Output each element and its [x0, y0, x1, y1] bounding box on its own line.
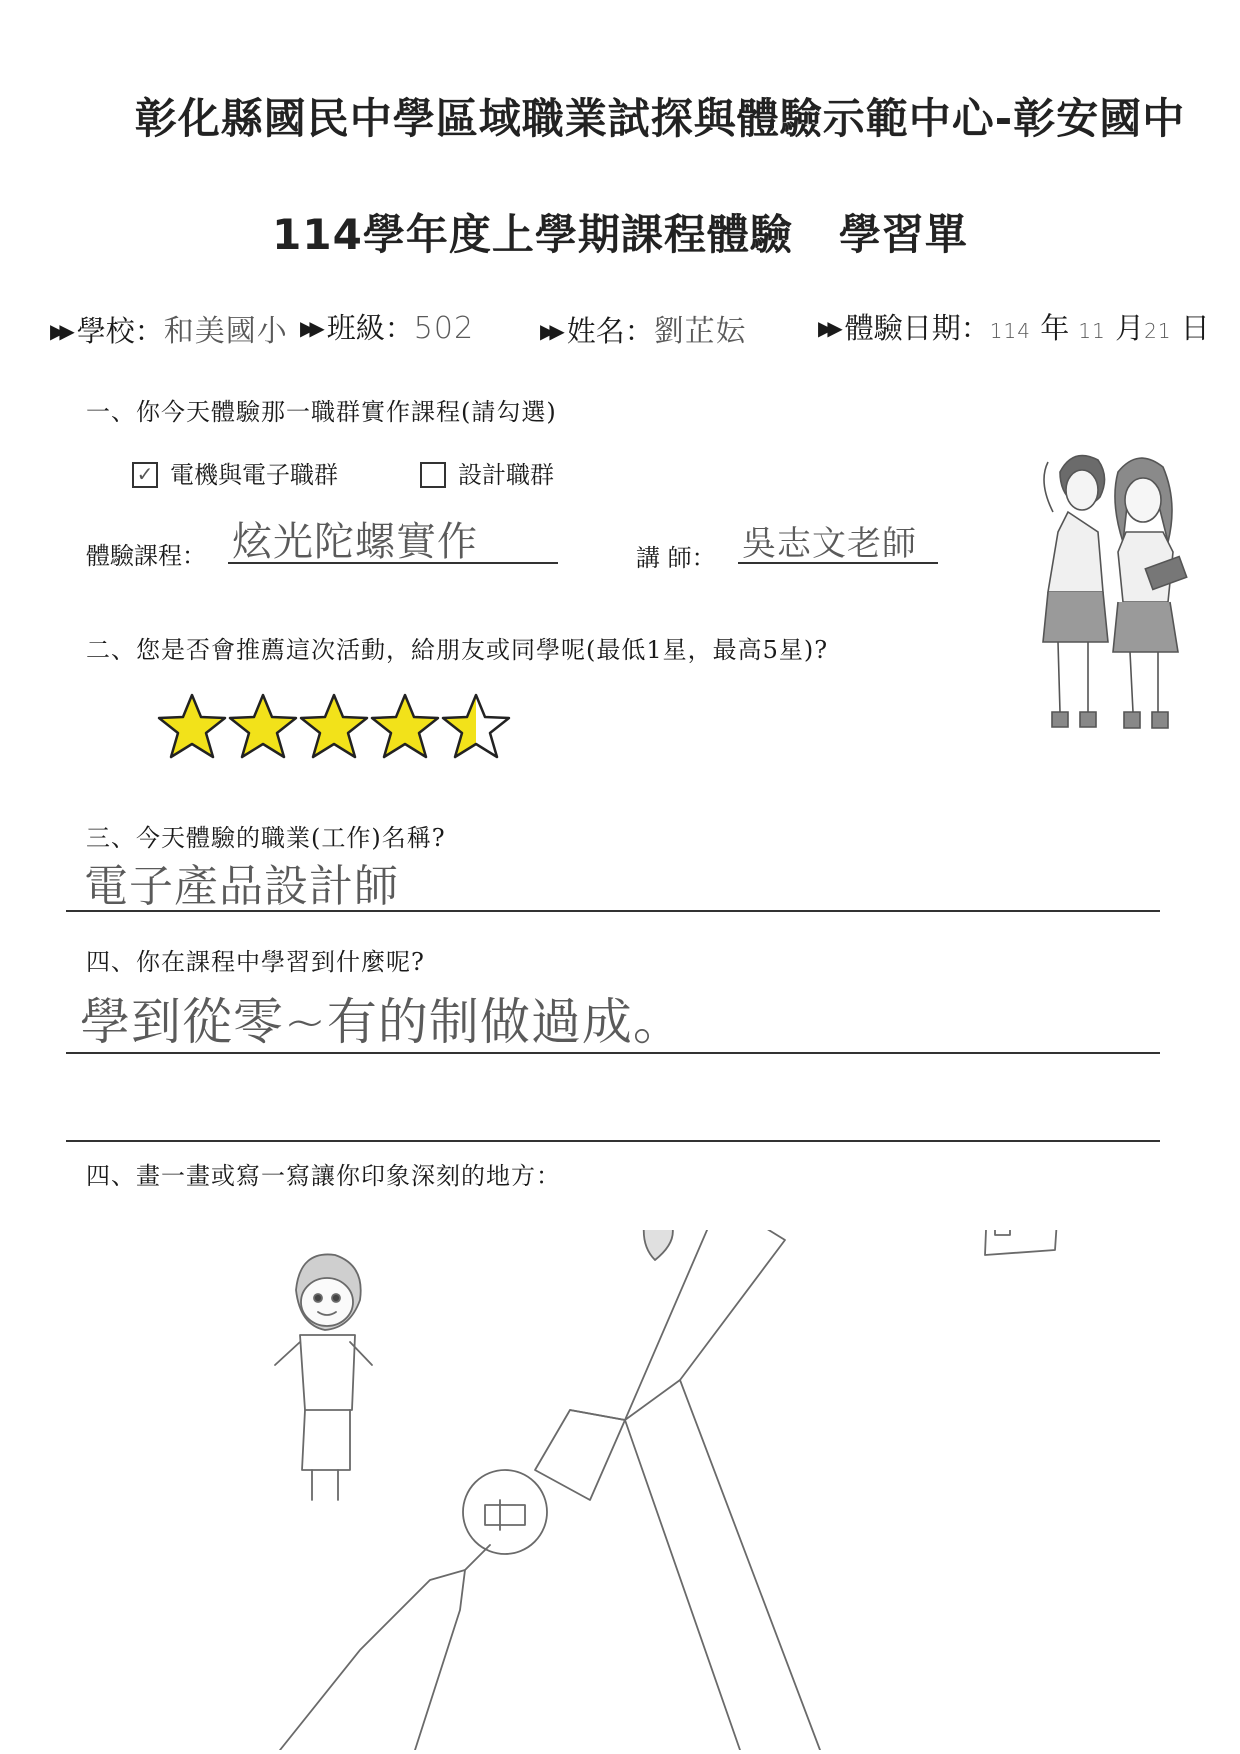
answer-3-line: [66, 910, 1160, 912]
date-year-unit: 年: [1040, 311, 1070, 345]
name-value: 劉芷妘: [653, 314, 747, 349]
student-drawing: [200, 1230, 1200, 1750]
date-day-unit: 日: [1180, 311, 1210, 345]
double-arrow-icon: ▶▶: [50, 319, 69, 343]
checkbox-checked-icon[interactable]: ✓: [132, 462, 158, 488]
rating-star-2[interactable]: [228, 692, 298, 760]
rating-star-1[interactable]: [157, 692, 227, 760]
course-label: 體驗課程：: [86, 542, 206, 570]
option-design-label: 設計職群: [458, 461, 554, 489]
rating-star-5-half[interactable]: [441, 692, 511, 760]
option-electrical[interactable]: [132, 455, 338, 490]
checkbox-empty-icon[interactable]: [420, 462, 446, 488]
teacher-label: 講 師：: [636, 544, 716, 572]
school-field: [50, 306, 288, 350]
name-field: [540, 306, 747, 350]
option-design[interactable]: [420, 455, 554, 490]
question-5: 四、畫一畫或寫一寫讓你印象深刻的地方：: [86, 1162, 561, 1190]
question-4: 四、你在課程中學習到什麼呢?: [86, 948, 425, 976]
answer-3: 電子產品設計師: [84, 861, 399, 912]
teacher-value: 吳志文老師: [742, 524, 917, 564]
rating-star-3[interactable]: [299, 692, 369, 760]
teacher-answer-line: [738, 516, 938, 564]
double-arrow-icon: ▶▶: [540, 319, 559, 343]
question-3: 三、今天體驗的職業(工作)名稱?: [86, 824, 446, 852]
page-subtitle: [0, 202, 1240, 262]
name-label: 姓名：: [566, 314, 654, 348]
school-value: 和美國小: [163, 314, 288, 349]
class-field: [300, 306, 474, 347]
answer-4-line-1: [66, 1052, 1160, 1054]
question-1: 一、你今天體驗那一職群實作課程(請勾選): [86, 398, 557, 426]
double-arrow-icon: ▶▶: [818, 316, 837, 340]
school-label: 學校：: [76, 314, 164, 348]
rating-star-4[interactable]: [370, 692, 440, 760]
option-electrical-label: 電機與電子職群: [170, 461, 338, 489]
page-title: 彰化縣國民中學區域職業試探與體驗示範中心-彰安國中: [134, 94, 1186, 143]
students-illustration: [1018, 442, 1194, 750]
subtitle-course: 114學年度上學期課程體驗: [272, 210, 793, 259]
date-month: 11: [1078, 319, 1106, 343]
date-field: [818, 306, 1210, 347]
answer-4-line-2: [66, 1140, 1160, 1142]
course-answer-line: [228, 516, 558, 564]
class-label: 班級：: [326, 311, 414, 345]
question-2: 二、您是否會推薦這次活動，給朋友或同學呢(最低1星，最高5星)?: [86, 636, 829, 664]
date-month-unit: 月: [1115, 311, 1145, 345]
subtitle-worksheet: 學習單: [838, 210, 968, 259]
class-value: 502: [413, 311, 475, 346]
date-label: 體驗日期：: [844, 311, 990, 345]
date-year: 114: [989, 319, 1031, 343]
double-arrow-icon: ▶▶: [300, 316, 319, 340]
date-day: 21: [1144, 319, 1172, 343]
answer-4: 學到從零~有的制做過成。: [80, 993, 684, 1051]
course-value: 炫光陀螺實作: [232, 519, 478, 565]
